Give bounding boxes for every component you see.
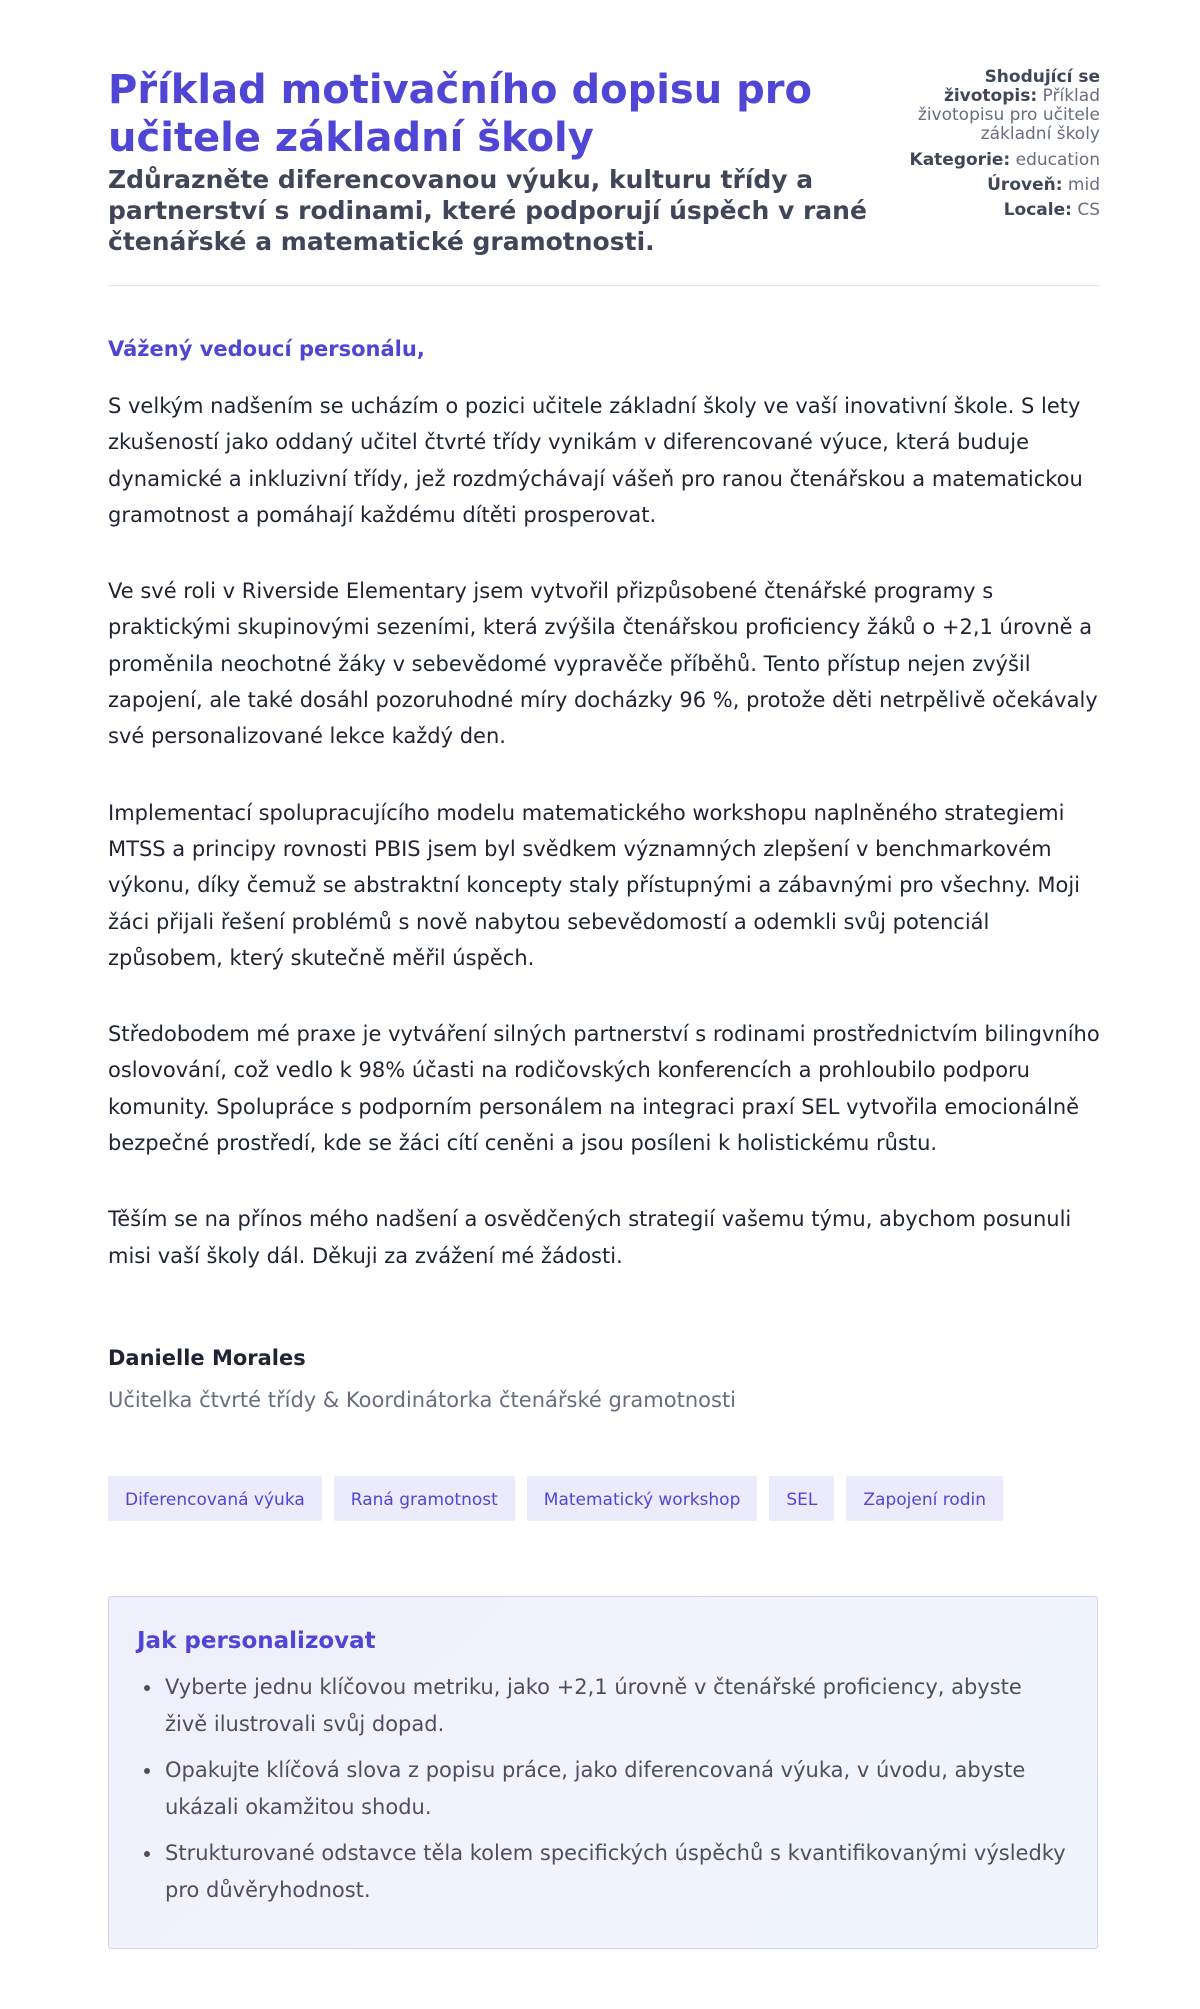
tag-chip: Diferencovaná výuka xyxy=(108,1476,322,1521)
tips-title: Jak personalizovat xyxy=(137,1628,376,1654)
page-header xyxy=(108,66,1100,257)
meta-level-value: mid xyxy=(1067,175,1100,195)
meta-locale-label: Locale: xyxy=(1003,200,1072,220)
letter-salutation: Vážený vedoucí personálu, xyxy=(108,337,425,361)
signature-name: Danielle Morales xyxy=(108,1346,306,1370)
meta-category-value: education xyxy=(1015,150,1100,170)
letter-paragraph: Ve své roli v Riverside Elementary jsem vytvořil přizpůsobené čtenářské programy s praktickými skupinovými sezeními, která zvýšila čtenářskou proficiency žáků o +2,1 úrovně a proměnila neochotné žáky v sebevědomé vypravěče příběhů. Tento přístup nejen zvýšil zapojení, ale také dosáhl pozoruhodné míry docházky 96 %, protože děti netrpělivě očekávaly své personalizované lekce každý den. xyxy=(108,579,1098,749)
meta-panel xyxy=(900,68,1100,226)
meta-category-label: Kategorie: xyxy=(909,150,1011,170)
tips-list-item: • Opakujte klíčová slova z popisu práce, jako diferencovaná výuka, v úvodu, abyste ukázali okamžitou shodu. xyxy=(163,1752,1069,1826)
meta-resume-value: Příklad životopisu pro učitele základní školy xyxy=(917,86,1100,144)
page-title: Příklad motivačního dopisu pro učitele základní školy xyxy=(108,67,812,161)
tag-chip: Raná gramotnost xyxy=(334,1476,515,1521)
tips-list-item: • Vyberte jednu klíčovou metriku, jako +2,1 úrovně v čtenářské proficiency, abyste živě ilustrovali svůj dopad. xyxy=(163,1669,1069,1743)
meta-locale xyxy=(900,201,1100,220)
meta-level-label: Úroveň: xyxy=(987,175,1063,195)
letter-paragraph: S velkým nadšením se ucházím o pozici učitele základní školy ve vaší inovativní škole. S lety zkušeností jako oddaný učitel čtvrté třídy vynikám v diferencované výuce, která buduje dynamické a inkluzivní třídy, jež rozdmýchávají vášeň pro ranou čtenářskou a matematickou gramotnost a pomáhají každému dítěti prosperovat. xyxy=(108,394,1083,527)
tips-list xyxy=(137,1669,1069,1909)
meta-locale-value: CS xyxy=(1077,200,1100,220)
letter-paragraph: Středobodem mé praxe je vytváření silných partnerství s rodinami prostřednictvím bilingvního oslovování, což vedlo k 98% účasti na rodičovských konferencích a prohloubilo podporu komunity. Spolupráce s podporním personálem na integraci praxí SEL vytvořila emocionálně bezpečné prostředí, kde se žáci cítí ceněni a jsou posíleni k holistickému růstu. xyxy=(108,1022,1100,1156)
signature-block xyxy=(108,1345,1100,1413)
meta-resume-label: Shodující se životopis: xyxy=(943,67,1100,106)
page-subtitle: Zdůrazněte diferencovanou výuku, kulturu třídy a partnerství s rodinami, které podporují úspěch v rané čtenářské a matematické gramotnosti. xyxy=(108,165,867,256)
header-divider xyxy=(108,285,1100,286)
keyword-tags xyxy=(108,1476,1003,1521)
tag-chip: Matematický workshop xyxy=(527,1476,758,1521)
meta-category xyxy=(900,151,1100,170)
tag-chip: Zapojení rodin xyxy=(846,1476,1003,1521)
meta-matching-resume xyxy=(900,68,1100,144)
tag-chip: SEL xyxy=(769,1476,834,1521)
personalization-tips-box xyxy=(108,1596,1098,1949)
tips-list-item: • Strukturované odstavce těla kolem specifických úspěchů s kvantifikovanými výsledky pro důvěryhodnost. xyxy=(163,1835,1069,1909)
letter-paragraph: Implementací spolupracujícího modelu matematického workshopu naplněného strategiemi MTSS a principy rovnosti PBIS jsem byl svědkem významných zlepšení v benchmarkovém výkonu, díky čemuž se abstraktní koncepty staly přístupnými a zábavnými pro všechny. Moji žáci přijali řešení problémů s nově nabytou sebevědomostí a odemkli svůj potenciál způsobem, který skutečně měřil úspěch. xyxy=(108,800,1080,970)
signature-role: Učitelka čtvrté třídy & Koordinátorka čtenářské gramotnosti xyxy=(108,1388,737,1412)
letter-paragraph: Těším se na přínos mého nadšení a osvědčených strategií vašemu týmu, abychom posunuli misi vaší školy dál. Děkuji za zvážení mé žádosti. xyxy=(108,1207,1072,1268)
letter-body xyxy=(108,388,1100,1314)
meta-level xyxy=(900,176,1100,195)
